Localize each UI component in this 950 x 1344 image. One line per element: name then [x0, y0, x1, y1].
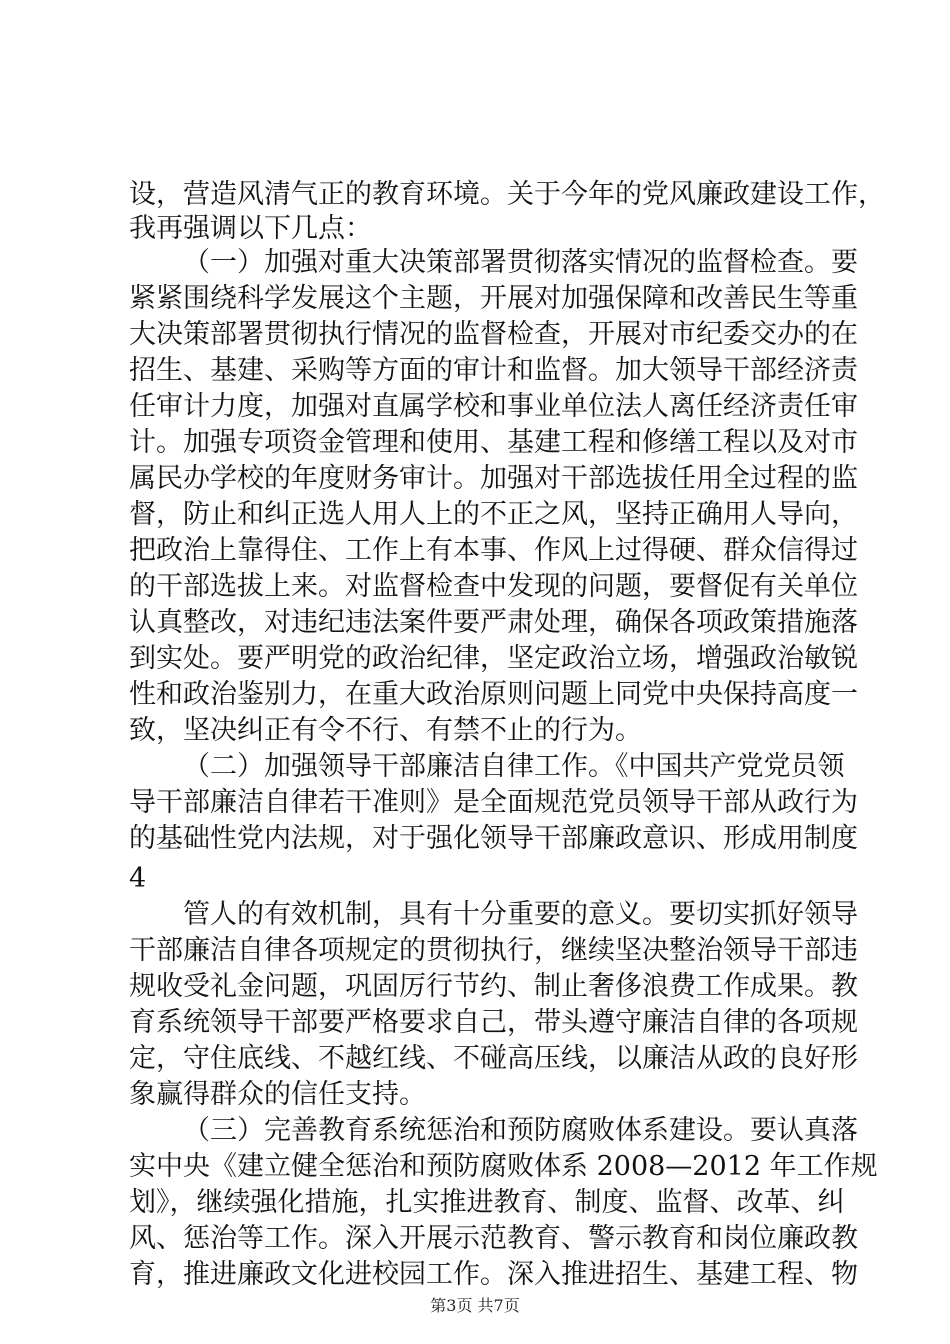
- body-line: 大决策部署贯彻执行情况的监督检查，开展对市纪委交办的在: [129, 319, 858, 350]
- body-line: 认真整改，对违纪违法案件要严肃处理，确保各项政策措施落: [129, 607, 858, 638]
- body-line: 定，守住底线、不越红线、不碰高压线，以廉洁从政的良好形: [129, 1043, 858, 1074]
- body-line: 我再强调以下几点：: [129, 213, 372, 244]
- body-line: 督，防止和纠正选人用人上的不正之风，坚持正确用人导向，: [129, 499, 858, 530]
- body-line: 的基础性党内法规，对于强化领导干部廉政意识、形成用制度: [129, 823, 858, 854]
- body-line: 导干部廉洁自律若干准则》是全面规范党员领导干部从政行为: [129, 787, 858, 818]
- inline-page-number: 4: [129, 863, 147, 894]
- body-line: 育系统领导干部要严格要求自己，带头遵守廉洁自律的各项规: [129, 1007, 858, 1038]
- paragraph-heading-3: （三）完善教育系统惩治和预防腐败体系建设。要认真落: [183, 1115, 858, 1146]
- body-line: 干部廉洁自律各项规定的贯彻执行，继续坚决整治领导干部违: [129, 935, 858, 966]
- body-line: 象赢得群众的信任支持。: [129, 1079, 426, 1110]
- body-line: 任审计力度，加强对直属学校和事业单位法人离任经济责任审: [129, 391, 858, 422]
- paragraph-heading-2: （二）加强领导干部廉洁自律工作。《中国共产党党员领: [183, 751, 845, 782]
- body-line: 属民办学校的年度财务审计。加强对干部选拔任用全过程的监: [129, 463, 858, 494]
- body-line: 育，推进廉政文化进校园工作。深入推进招生、基建工程、物: [129, 1259, 858, 1290]
- body-line: 性和政治鉴别力，在重大政治原则问题上同党中央保持高度一: [129, 679, 858, 710]
- body-line: 计。加强专项资金管理和使用、基建工程和修缮工程以及对市: [129, 427, 858, 458]
- body-line: 紧紧围绕科学发展这个主题，开展对加强保障和改善民生等重: [129, 283, 858, 314]
- body-line: 规收受礼金问题，巩固厉行节约、制止奢侈浪费工作成果。教: [129, 971, 858, 1002]
- body-line: 致，坚决纠正有令不行、有禁不止的行为。: [129, 715, 642, 746]
- body-line: 风、惩治等工作。深入开展示范教育、警示教育和岗位廉政教: [129, 1223, 858, 1254]
- body-line: 招生、基建、采购等方面的审计和监督。加大领导干部经济责: [129, 355, 858, 386]
- page-footer: 第3页 共7页: [430, 1296, 520, 1315]
- body-line: 实中央《建立健全惩治和预防腐败体系 2008—2012 年工作规: [129, 1151, 878, 1182]
- paragraph-heading-1: （一）加强对重大决策部署贯彻落实情况的监督检查。要: [183, 247, 858, 278]
- body-line: 的干部选拔上来。对监督检查中发现的问题，要督促有关单位: [129, 571, 858, 602]
- body-line: 设，营造风清气正的教育环境。关于今年的党风廉政建设工作，: [129, 179, 885, 210]
- body-line: 把政治上靠得住、工作上有本事、作风上过得硬、群众信得过: [129, 535, 858, 566]
- body-line: 到实处。要严明党的政治纪律，坚定政治立场，增强政治敏锐: [129, 643, 858, 674]
- body-line: 管人的有效机制，具有十分重要的意义。要切实抓好领导: [183, 899, 858, 930]
- body-line: 划》，继续强化措施，扎实推进教育、制度、监督、改革、纠: [129, 1187, 845, 1218]
